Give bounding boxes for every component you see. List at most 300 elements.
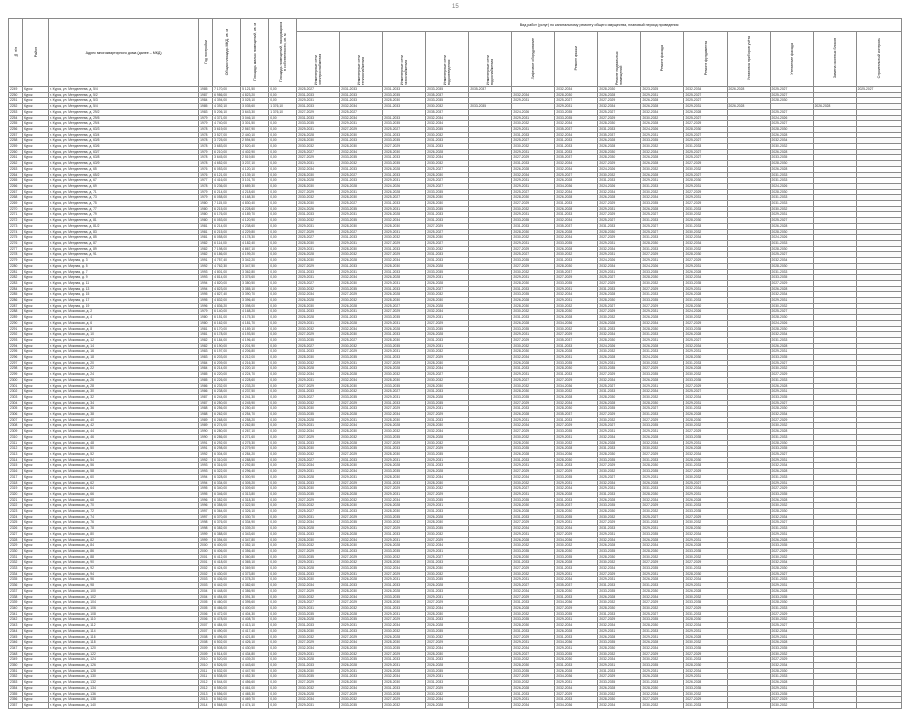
table-cell: 2033-2035 bbox=[383, 161, 426, 167]
table-cell: 2025-2027 bbox=[426, 229, 469, 235]
table-cell: Курск bbox=[23, 212, 49, 218]
table-cell: 2033-2035 bbox=[512, 394, 555, 400]
table-cell: 2296 bbox=[9, 355, 23, 361]
table-cell: 2027-2029 bbox=[383, 252, 426, 258]
table-cell: 2255 bbox=[9, 121, 23, 127]
table-cell: Курск bbox=[23, 469, 49, 475]
table-cell: 0,00 bbox=[269, 303, 297, 309]
table-cell: 2028-2030 bbox=[555, 548, 598, 554]
table-cell: 2030-2032 bbox=[770, 144, 813, 150]
table-cell: 2028-2030 bbox=[684, 126, 727, 132]
table-cell: 2031-2033 bbox=[297, 480, 340, 486]
table-cell: 4 426,10 bbox=[241, 640, 269, 646]
table-cell: 2031-2033 bbox=[340, 263, 383, 269]
table-cell: 2025-2027 bbox=[684, 480, 727, 486]
table-cell: 1982 bbox=[199, 240, 213, 246]
table-cell: 2029-2031 bbox=[770, 685, 813, 691]
table-cell: 4 386,90 bbox=[241, 588, 269, 594]
table-cell: 6 460,00 bbox=[213, 600, 241, 606]
table-cell: 2025-2027 bbox=[297, 457, 340, 463]
table-cell: 2031-2033 bbox=[555, 372, 598, 378]
table-cell: 2031-2033 bbox=[426, 389, 469, 395]
table-cell: 2025-2027 bbox=[641, 406, 684, 412]
table-cell: 2026-2028 bbox=[684, 366, 727, 372]
table-cell: 4 347,80 bbox=[241, 537, 269, 543]
table-cell: 2026-2028 bbox=[297, 417, 340, 423]
table-cell: 2027-2029 bbox=[512, 674, 555, 680]
table-cell: 2029-2031 bbox=[512, 275, 555, 281]
table-cell: 2031-2033 bbox=[770, 577, 813, 583]
table-cell: 2032-2034 bbox=[426, 309, 469, 315]
table-cell: 2032-2034 bbox=[684, 452, 727, 458]
table-cell: 2032-2034 bbox=[555, 577, 598, 583]
table-cell: 2026-2028 bbox=[340, 577, 383, 583]
table-cell: г. Курск, ул. Моковская, д. 120 bbox=[49, 645, 199, 651]
table-cell: 4 762,30 bbox=[213, 263, 241, 269]
table-cell: 0,00 bbox=[269, 503, 297, 509]
table-cell: 4 404,30 bbox=[241, 611, 269, 617]
table-cell: 2033-2035 bbox=[512, 446, 555, 452]
table-cell: 2013 bbox=[199, 691, 213, 697]
table-cell: 2033-2035 bbox=[555, 109, 598, 115]
table-cell: 0,00 bbox=[269, 183, 297, 189]
table-cell: г. Курск, ул. Моковская, д. 70 bbox=[49, 503, 199, 509]
table-cell: 2029-2031 bbox=[598, 577, 641, 583]
table-cell: г. Курск, ул. Менделеева, д. 75 bbox=[49, 201, 199, 207]
table-cell: 2026-2028 bbox=[555, 668, 598, 674]
table-cell: 2029-2031 bbox=[426, 674, 469, 680]
table-cell: Курск bbox=[23, 457, 49, 463]
table-cell: 2029-2031 bbox=[297, 126, 340, 132]
table-cell: 2027-2029 bbox=[684, 121, 727, 127]
table-cell: 4 395,60 bbox=[241, 600, 269, 606]
table-cell: 2028-2030 bbox=[598, 452, 641, 458]
table-cell: 2031-2033 bbox=[641, 457, 684, 463]
table-cell: Курск bbox=[23, 132, 49, 138]
table-cell: 2031-2033 bbox=[641, 628, 684, 634]
table-cell: 6 400,00 bbox=[213, 543, 241, 549]
table-cell: 2333 bbox=[9, 566, 23, 572]
table-cell: 2029-2031 bbox=[770, 480, 813, 486]
table-cell: 2028-2030 bbox=[383, 680, 426, 686]
table-cell: 2025-2027 bbox=[770, 218, 813, 224]
table-cell: 4 391,30 bbox=[241, 594, 269, 600]
table-cell: 2027-2029 bbox=[297, 548, 340, 554]
table-cell: 2031-2033 bbox=[340, 457, 383, 463]
table-cell: 2033-2035 bbox=[340, 520, 383, 526]
table-cell: 0,00 bbox=[269, 218, 297, 224]
table-cell: 2033-2035 bbox=[770, 155, 813, 161]
table-cell: 2026-2028 bbox=[340, 440, 383, 446]
table-cell: 2032-2034 bbox=[770, 560, 813, 566]
table-cell: 0,00 bbox=[269, 514, 297, 520]
table-cell: 2344 bbox=[9, 628, 23, 634]
table-cell: 0,00 bbox=[269, 144, 297, 150]
table-cell: 1992 bbox=[199, 457, 213, 463]
table-cell: 2033-2035 bbox=[340, 702, 383, 708]
header-area-total: Общая площадь МКД, кв. м bbox=[213, 19, 241, 87]
table-cell: 2027-2029 bbox=[383, 617, 426, 623]
table-cell: 6 170,00 bbox=[213, 326, 241, 332]
table-cell: 0,00 bbox=[269, 258, 297, 264]
table-cell: 2028-2030 bbox=[340, 588, 383, 594]
table-cell: 2032-2034 bbox=[555, 161, 598, 167]
table-cell: 2027-2029 bbox=[512, 246, 555, 252]
table-cell: 2028-2030 bbox=[555, 92, 598, 98]
table-cell: 2024-2026 bbox=[770, 320, 813, 326]
table-cell: 2262 bbox=[9, 161, 23, 167]
table-cell: 0,00 bbox=[269, 240, 297, 246]
table-cell: 4 228,60 bbox=[241, 206, 269, 212]
table-cell: 2028-2030 bbox=[641, 588, 684, 594]
table-cell: Курск bbox=[23, 440, 49, 446]
table-cell: 6 286,00 bbox=[213, 434, 241, 440]
table-cell: 2032-2034 bbox=[598, 657, 641, 663]
table-cell: 4 189,10 bbox=[241, 326, 269, 332]
table-cell: 2033-2035 bbox=[598, 588, 641, 594]
table-cell: 2027-2029 bbox=[383, 406, 426, 412]
table-cell: 2033-2035 bbox=[297, 674, 340, 680]
table-cell: 2026-2028 bbox=[297, 132, 340, 138]
table-cell: 2027-2029 bbox=[598, 372, 641, 378]
table-cell: г. Курск, ул. Моковская, д. 10 bbox=[49, 332, 199, 338]
table-cell: 2033-2035 bbox=[340, 657, 383, 663]
table-cell: 2029-2031 bbox=[383, 178, 426, 184]
table-cell: 2030-2032 bbox=[684, 246, 727, 252]
table-cell: 6 238,00 bbox=[213, 389, 241, 395]
table-cell: 2027-2029 bbox=[340, 600, 383, 606]
table-cell: 2026-2028 bbox=[555, 206, 598, 212]
table-cell: 2033-2035 bbox=[426, 326, 469, 332]
table-cell: 2342 bbox=[9, 617, 23, 623]
table-cell: 2029-2031 bbox=[684, 195, 727, 201]
table-cell: 2030-2032 bbox=[426, 246, 469, 252]
table-cell: 2033-2035 bbox=[340, 206, 383, 212]
table-cell: 2031-2033 bbox=[297, 531, 340, 537]
table-cell: 2338 bbox=[9, 594, 23, 600]
table-cell: 2028-2030 bbox=[297, 172, 340, 178]
table-cell: 2030-2032 bbox=[340, 343, 383, 349]
table-cell: 2026-2028 bbox=[641, 206, 684, 212]
table-cell: 1980 bbox=[199, 320, 213, 326]
table-cell: 2031-2033 bbox=[684, 298, 727, 304]
table-cell: 2030-2032 bbox=[684, 372, 727, 378]
table-cell: 2029-2031 bbox=[555, 434, 598, 440]
table-cell: 2033-2035 bbox=[555, 474, 598, 480]
table-cell: 2033-2035 bbox=[512, 326, 555, 332]
table-cell: 2026-2028 bbox=[297, 366, 340, 372]
table-cell: 4 233,20 bbox=[241, 383, 269, 389]
table-cell: Курск bbox=[23, 617, 49, 623]
table-cell: 2031-2033 bbox=[340, 674, 383, 680]
table-cell: 4 439,20 bbox=[241, 657, 269, 663]
table-cell: 2031-2033 bbox=[512, 286, 555, 292]
table-cell: 2030-2032 bbox=[297, 326, 340, 332]
table-cell: Курск bbox=[23, 628, 49, 634]
table-cell: 0,00 bbox=[269, 702, 297, 708]
table-cell: 6 526,00 bbox=[213, 663, 241, 669]
table-cell: Курск bbox=[23, 503, 49, 509]
table-cell: 2030-2032 bbox=[684, 594, 727, 600]
table-cell: 0,00 bbox=[269, 651, 297, 657]
table-cell: 2032-2034 bbox=[641, 440, 684, 446]
table-cell: 2025-2027 bbox=[512, 486, 555, 492]
table-cell: 2346 bbox=[9, 640, 23, 646]
table-cell: 0,00 bbox=[269, 617, 297, 623]
table-cell: 2025-2027 bbox=[684, 155, 727, 161]
table-cell: 4 271,60 bbox=[241, 434, 269, 440]
table-cell: 2031-2033 bbox=[383, 400, 426, 406]
table-cell: г. Курск, ул. Моковская, д. 86 bbox=[49, 548, 199, 554]
table-cell: 2028-2030 bbox=[770, 126, 813, 132]
table-cell: 2031-2033 bbox=[512, 406, 555, 412]
table-cell: 4 402,90 bbox=[241, 149, 269, 155]
table-cell: 4 365,10 bbox=[241, 560, 269, 566]
table-cell: 2034-2036 bbox=[555, 702, 598, 708]
table-cell: 6 310,00 bbox=[213, 457, 241, 463]
table-cell: 2035-2037 bbox=[426, 92, 469, 98]
table-cell: 2327 bbox=[9, 531, 23, 537]
table-cell: 2033-2035 bbox=[770, 543, 813, 549]
table-cell: 2033-2035 bbox=[770, 394, 813, 400]
table-cell: г. Курск, ул. Моковская, д. 106 bbox=[49, 605, 199, 611]
header-work-9: Ремонт фасада bbox=[641, 32, 684, 87]
table-cell: Курск bbox=[23, 434, 49, 440]
table-cell: 2034-2036 bbox=[555, 674, 598, 680]
table-cell: 2032-2034 bbox=[297, 429, 340, 435]
table-cell: 2031-2033 bbox=[555, 463, 598, 469]
table-cell: 2325 bbox=[9, 520, 23, 526]
table-cell: 1994 bbox=[199, 474, 213, 480]
table-cell: 2028-2030 bbox=[383, 98, 426, 104]
table-cell: 2035-2037 bbox=[426, 109, 469, 115]
table-cell: 2027-2029 bbox=[383, 309, 426, 315]
table-cell: 2034-2036 bbox=[555, 383, 598, 389]
table-cell: 1 376,10 bbox=[269, 104, 297, 110]
header-work-14: Строительный контроль bbox=[856, 32, 901, 87]
table-cell: г. Курск, ул. Моковская, д. 52 bbox=[49, 452, 199, 458]
table-cell: 2026-2028 bbox=[770, 286, 813, 292]
table-cell: 0,00 bbox=[269, 212, 297, 218]
table-cell: 2031-2033 bbox=[684, 503, 727, 509]
table-cell: 6 186,00 bbox=[213, 252, 241, 258]
table-cell: 6 334,00 bbox=[213, 480, 241, 486]
table-cell: 2032-2034 bbox=[512, 92, 555, 98]
table-cell: 4 801,00 bbox=[213, 269, 241, 275]
table-cell: 6 210,00 bbox=[213, 149, 241, 155]
table-cell: 2031-2033 bbox=[641, 520, 684, 526]
table-cell: 2033-2035 bbox=[340, 394, 383, 400]
table-cell: 2033-2035 bbox=[426, 452, 469, 458]
table-cell: 2025-2027 bbox=[512, 651, 555, 657]
table-cell: 7 115,00 bbox=[213, 201, 241, 207]
table-cell: г. Курск, ул. Менделеева, д. 65 bbox=[49, 166, 199, 172]
table-cell: 2031-2033 bbox=[770, 377, 813, 383]
table-cell: 2031-2033 bbox=[641, 235, 684, 241]
table-cell: 2027-2029 bbox=[598, 674, 641, 680]
table-cell: 2027-2029 bbox=[555, 377, 598, 383]
table-cell: 2033-2035 bbox=[426, 400, 469, 406]
table-cell: 2029-2031 bbox=[555, 645, 598, 651]
table-cell: 2032-2034 bbox=[297, 166, 340, 172]
table-cell: 6 215,00 bbox=[213, 229, 241, 235]
table-cell: 2257 bbox=[9, 132, 23, 138]
table-cell: 2031-2033 bbox=[641, 292, 684, 298]
table-cell: 2250 bbox=[9, 92, 23, 98]
table-cell: Курск bbox=[23, 474, 49, 480]
table-cell: 2027-2029 bbox=[297, 109, 340, 115]
table-cell: 2029-2031 bbox=[641, 383, 684, 389]
table-cell: 2026-2028 bbox=[426, 149, 469, 155]
table-cell: 2029-2031 bbox=[555, 286, 598, 292]
table-cell: Курск bbox=[23, 87, 49, 93]
table-cell: 4 832,00 bbox=[213, 298, 241, 304]
table-cell: 2031-2033 bbox=[426, 463, 469, 469]
table-cell: 2009 bbox=[199, 645, 213, 651]
table-cell: 2027-2029 bbox=[340, 514, 383, 520]
table-cell: 2033-2035 bbox=[770, 594, 813, 600]
table-cell: 2029-2031 bbox=[340, 474, 383, 480]
table-cell: 2032-2034 bbox=[297, 463, 340, 469]
table-cell: 1992 bbox=[199, 452, 213, 458]
table-cell: 2032-2034 bbox=[555, 486, 598, 492]
table-cell: 2025-2027 bbox=[297, 394, 340, 400]
table-cell: 1993 bbox=[199, 275, 213, 281]
table-cell: 2029-2031 bbox=[512, 417, 555, 423]
table-cell: 1987 bbox=[199, 92, 213, 98]
table-cell: 2026-2028 bbox=[641, 172, 684, 178]
table-cell: 3 725,00 bbox=[213, 138, 241, 144]
table-cell: 2304 bbox=[9, 400, 23, 406]
table-cell: 0,00 bbox=[269, 138, 297, 144]
table-cell: 2030-2032 bbox=[297, 400, 340, 406]
table-cell: 0,00 bbox=[269, 634, 297, 640]
header-group-title: Вид работ (услуг) по капитальному ремонту общего имущества, плановый период проведения bbox=[297, 19, 902, 32]
table-cell: 2025-2027 bbox=[426, 166, 469, 172]
table-cell: г. Курск, ул. Менделеева, д. 63/4 bbox=[49, 132, 199, 138]
header-work-10: Ремонт фундамента bbox=[684, 32, 727, 87]
table-cell: Курск bbox=[23, 303, 49, 309]
table-cell: г. Курск, ул. Моковская, д. 94 bbox=[49, 571, 199, 577]
table-cell: 2031-2033 bbox=[340, 235, 383, 241]
table-cell: 2030-2032 bbox=[770, 617, 813, 623]
table-cell: 2027-2029 bbox=[426, 223, 469, 229]
table-cell: 2027-2029 bbox=[383, 697, 426, 703]
table-cell: 2026-2028 bbox=[555, 446, 598, 452]
table-cell: 2031-2033 bbox=[770, 269, 813, 275]
table-cell: 2031-2033 bbox=[426, 212, 469, 218]
table-cell: 0,00 bbox=[269, 680, 297, 686]
table-cell: 2033-2035 bbox=[641, 138, 684, 144]
table-cell: 2028-2030 bbox=[297, 258, 340, 264]
table-cell: 2030-2032 bbox=[684, 691, 727, 697]
table-cell: г. Курск, ул. Моковская, д. 98 bbox=[49, 583, 199, 589]
table-cell: 2028-2030 bbox=[598, 149, 641, 155]
table-cell: 2330 bbox=[9, 548, 23, 554]
table-cell: 2032-2034 bbox=[555, 166, 598, 172]
table-cell: 2030-2032 bbox=[426, 104, 469, 110]
table-cell: Курск bbox=[23, 423, 49, 429]
table-cell: 2027-2029 bbox=[684, 429, 727, 435]
table-cell: 0,00 bbox=[269, 201, 297, 207]
table-cell: 2029-2031 bbox=[641, 634, 684, 640]
table-cell: 4 369,50 bbox=[241, 566, 269, 572]
table-cell: 2306 bbox=[9, 412, 23, 418]
table-cell: 2026-2028 bbox=[512, 412, 555, 418]
table-cell: 2281 bbox=[9, 269, 23, 275]
table-cell: 2033-2035 bbox=[770, 355, 813, 361]
table-cell: 2029-2031 bbox=[770, 531, 813, 537]
table-cell: 2031-2033 bbox=[383, 87, 426, 93]
table-cell: 2032-2034 bbox=[555, 685, 598, 691]
table-cell: 0,00 bbox=[269, 611, 297, 617]
table-cell: 2028-2030 bbox=[340, 144, 383, 150]
table-cell: 4 292,80 bbox=[241, 463, 269, 469]
table-cell: 1977 bbox=[199, 178, 213, 184]
table-cell: 1997 bbox=[199, 514, 213, 520]
table-cell: 2029-2031 bbox=[426, 406, 469, 412]
table-cell: 2028-2030 bbox=[684, 252, 727, 258]
table-cell: 2032-2034 bbox=[598, 702, 641, 708]
table-cell: 6 502,00 bbox=[213, 640, 241, 646]
table-cell: 2025-2027 bbox=[684, 92, 727, 98]
table-cell: 2031-2033 bbox=[383, 132, 426, 138]
table-cell: 2280 bbox=[9, 263, 23, 269]
table-cell: 2030-2032 bbox=[512, 206, 555, 212]
table-cell: 2294 bbox=[9, 343, 23, 349]
table-cell: 2026-2028 bbox=[340, 183, 383, 189]
table-cell: 2010 bbox=[199, 663, 213, 669]
table-cell: 2027-2029 bbox=[426, 640, 469, 646]
table-cell: 2034-2036 bbox=[555, 183, 598, 189]
table-cell: 2032-2034 bbox=[555, 623, 598, 629]
table-cell: 2033-2035 bbox=[383, 645, 426, 651]
table-cell: г. Курск, ул. Менделеева, д. 63/5 bbox=[49, 138, 199, 144]
table-cell: 2033-2035 bbox=[770, 645, 813, 651]
table-cell: Курск bbox=[23, 201, 49, 207]
table-cell: 4 201,90 bbox=[241, 343, 269, 349]
table-cell: 2357 bbox=[9, 702, 23, 708]
table-cell: 2030-2032 bbox=[598, 691, 641, 697]
table-cell: 2024-2026 bbox=[641, 355, 684, 361]
table-cell: 3 035,60 bbox=[241, 104, 269, 110]
table-cell: 4 356,40 bbox=[241, 548, 269, 554]
table-cell: 2033-2035 bbox=[297, 337, 340, 343]
table-cell: 2271 bbox=[9, 212, 23, 218]
table-cell: Курск bbox=[23, 663, 49, 669]
table-cell: Курск bbox=[23, 183, 49, 189]
table-cell: 2026-2028 bbox=[555, 628, 598, 634]
table-cell: 0,00 bbox=[269, 697, 297, 703]
table-cell: 2302 bbox=[9, 389, 23, 395]
table-cell: 1980 bbox=[199, 212, 213, 218]
table-cell: 2025-2027 bbox=[598, 275, 641, 281]
table-cell: 2033-2035 bbox=[297, 412, 340, 418]
table-cell: 2032-2034 bbox=[770, 663, 813, 669]
table-cell: 2027-2029 bbox=[641, 417, 684, 423]
table-cell: 2273 bbox=[9, 223, 23, 229]
table-cell: 2008 bbox=[199, 640, 213, 646]
table-cell: Курск bbox=[23, 685, 49, 691]
table-cell: 2032-2034 bbox=[426, 645, 469, 651]
table-cell: 2031-2033 bbox=[598, 611, 641, 617]
table-cell: 1980 bbox=[199, 315, 213, 321]
table-cell: 0,00 bbox=[269, 429, 297, 435]
table-cell: 6 292,00 bbox=[213, 440, 241, 446]
table-cell: 2030-2032 bbox=[555, 440, 598, 446]
table-cell: 2031-2033 bbox=[641, 218, 684, 224]
table-cell: 2026-2028 bbox=[641, 674, 684, 680]
